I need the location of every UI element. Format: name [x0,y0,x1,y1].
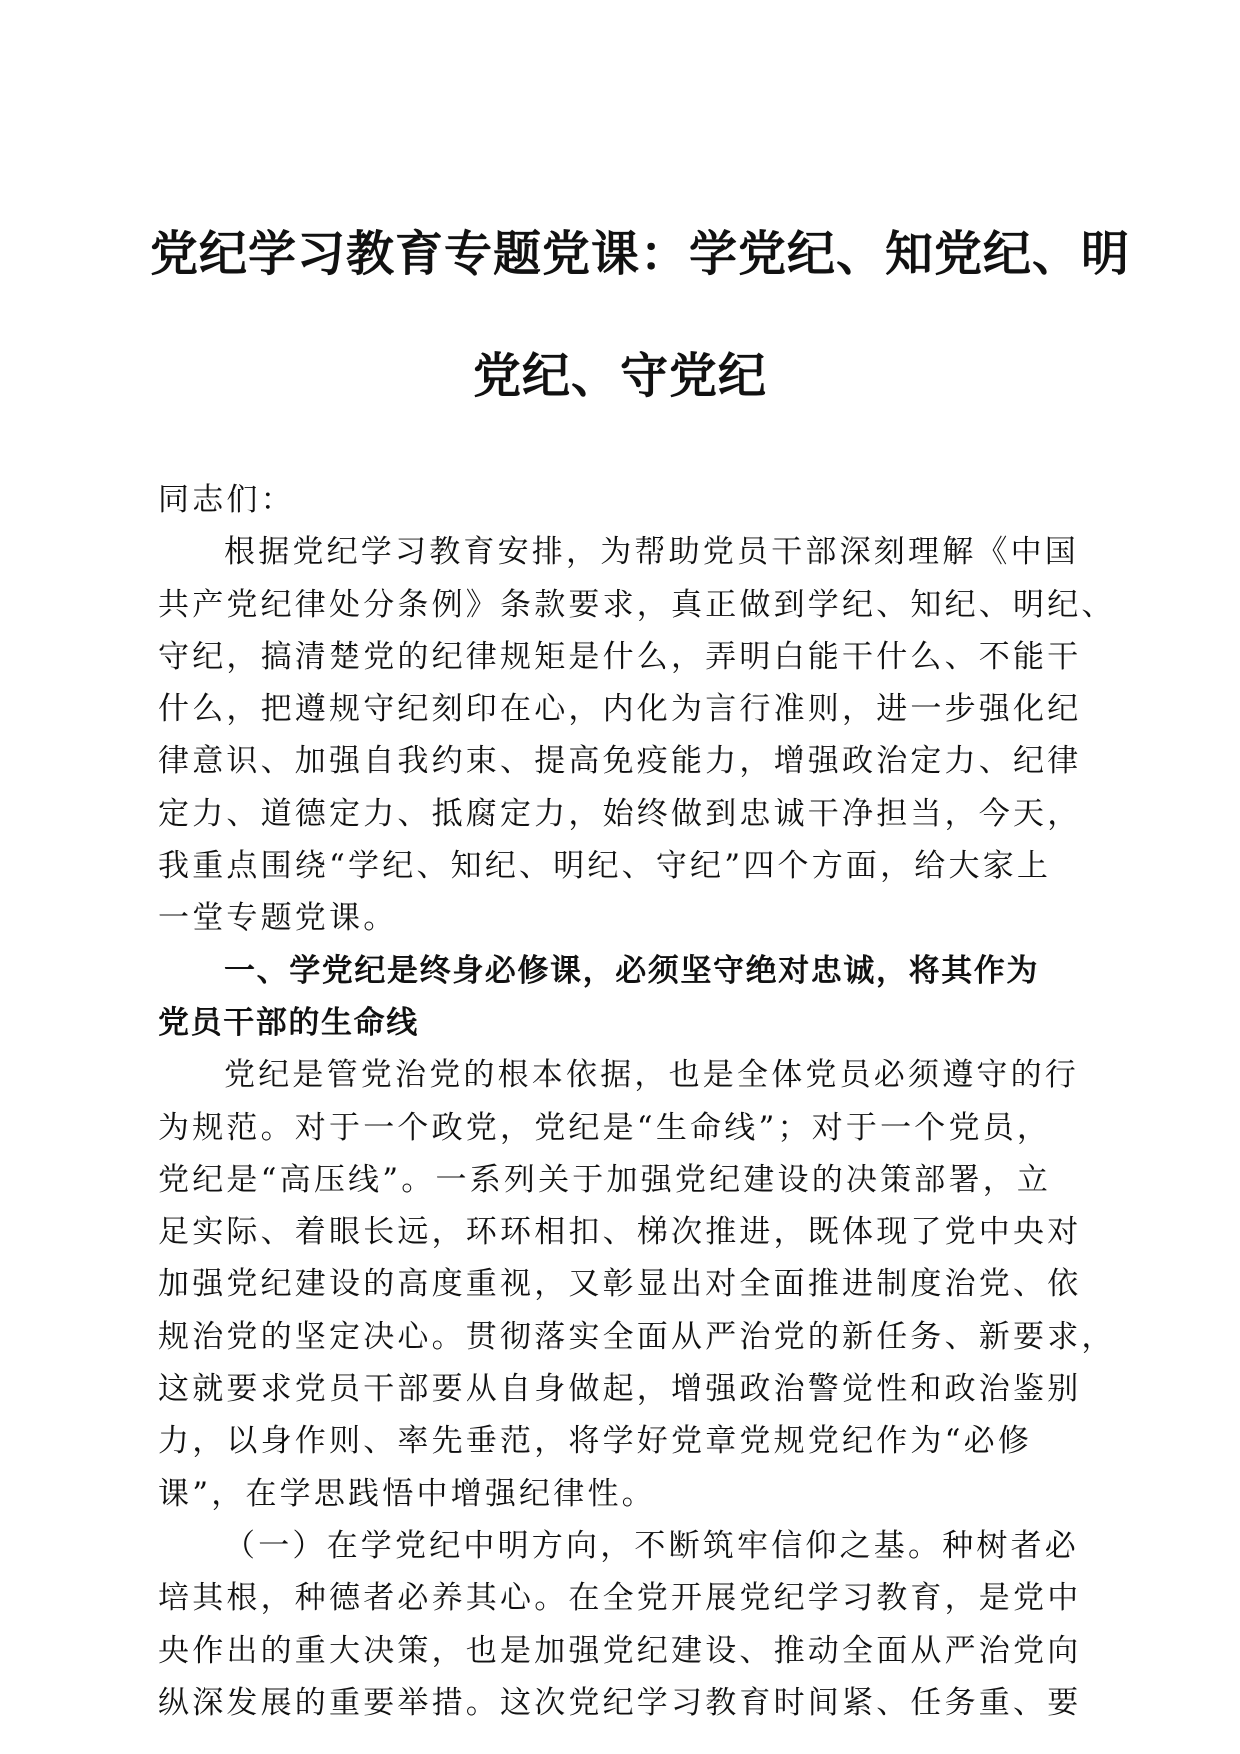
document-title-line-1: 党纪学习教育专题党课：学党纪、知党纪、明 [150,226,1131,282]
paragraph-2-line-4: 足实际、着眼长远，环环相扣、梯次推进，既体现了党中央对 [158,1214,1082,1251]
paragraph-3-line-3: 央作出的重大决策，也是加强党纪建设、推动全面从严治党向 [158,1632,1082,1669]
paragraph-2-line-6: 规治党的坚定决心。贯彻落实全面从严治党的新任务、新要求， [158,1318,1116,1355]
section-heading-line-1: 一、学党纪是终身必修课，必须坚守绝对忠诚，将其作为 [224,952,1039,989]
paragraph-2-line-7: 这就要求党员干部要从自身做起，增强政治警觉性和政治鉴别 [158,1371,1082,1408]
paragraph-2-line-2: 为规范。对于一个政党，党纪是“生命线”；对于一个党员， [158,1109,1052,1146]
document-body [158,474,1116,1729]
paragraph-2-line-9: 课”，在学思践悟中增强纪律性。 [158,1475,656,1512]
section-heading-line-2: 党员干部的生命线 [158,1004,419,1041]
paragraph-2-line-3: 党纪是“高压线”。一系列关于加强党纪建设的决策部署，立 [158,1161,1052,1198]
paragraph-1-line-2: 共产党纪律处分条例》条款要求，真正做到学纪、知纪、明纪、 [158,586,1116,623]
paragraph-1-line-4: 什么，把遵规守纪刻印在心，内化为言行准则，进一步强化纪 [158,691,1082,728]
paragraph-3-line-4: 纵深发展的重要举措。这次党纪学习教育时间紧、任务重、要 [158,1684,1082,1721]
paragraph-1-line-1: 根据党纪学习教育安排，为帮助党员干部深刻理解《中国 [224,534,1079,571]
salutation: 同志们： [158,482,295,518]
paragraph-1-line-8: 一堂专题党课。 [158,900,398,937]
paragraph-1-line-7: 我重点围绕“学纪、知纪、明纪、守纪”四个方面，给大家上 [158,848,1052,885]
paragraph-1-line-5: 律意识、加强自我约束、提高免疫能力，增强政治定力、纪律 [158,743,1082,780]
document-title-line-2: 党纪、守党纪 [472,348,767,404]
paragraph-1-line-3: 守纪，搞清楚党的纪律规矩是什么，弄明白能干什么、不能干 [158,638,1082,675]
paragraph-1-line-6: 定力、道德定力、抵腐定力，始终做到忠诚干净担当，今天， [158,795,1082,832]
paragraph-3-line-1: （一）在学党纪中明方向，不断筑牢信仰之基。种树者必 [224,1527,1079,1564]
paragraph-3-line-2: 培其根，种德者必养其心。在全党开展党纪学习教育，是党中 [158,1580,1082,1617]
paragraph-2-line-1: 党纪是管党治党的根本依据，也是全体党员必须遵守的行 [224,1057,1079,1094]
paragraph-2-line-8: 力，以身作则、率先垂范，将学好党章党规党纪作为“必修 [158,1423,1033,1460]
paragraph-2-line-5: 加强党纪建设的高度重视，又彰显出对全面推进制度治党、依 [158,1266,1082,1303]
